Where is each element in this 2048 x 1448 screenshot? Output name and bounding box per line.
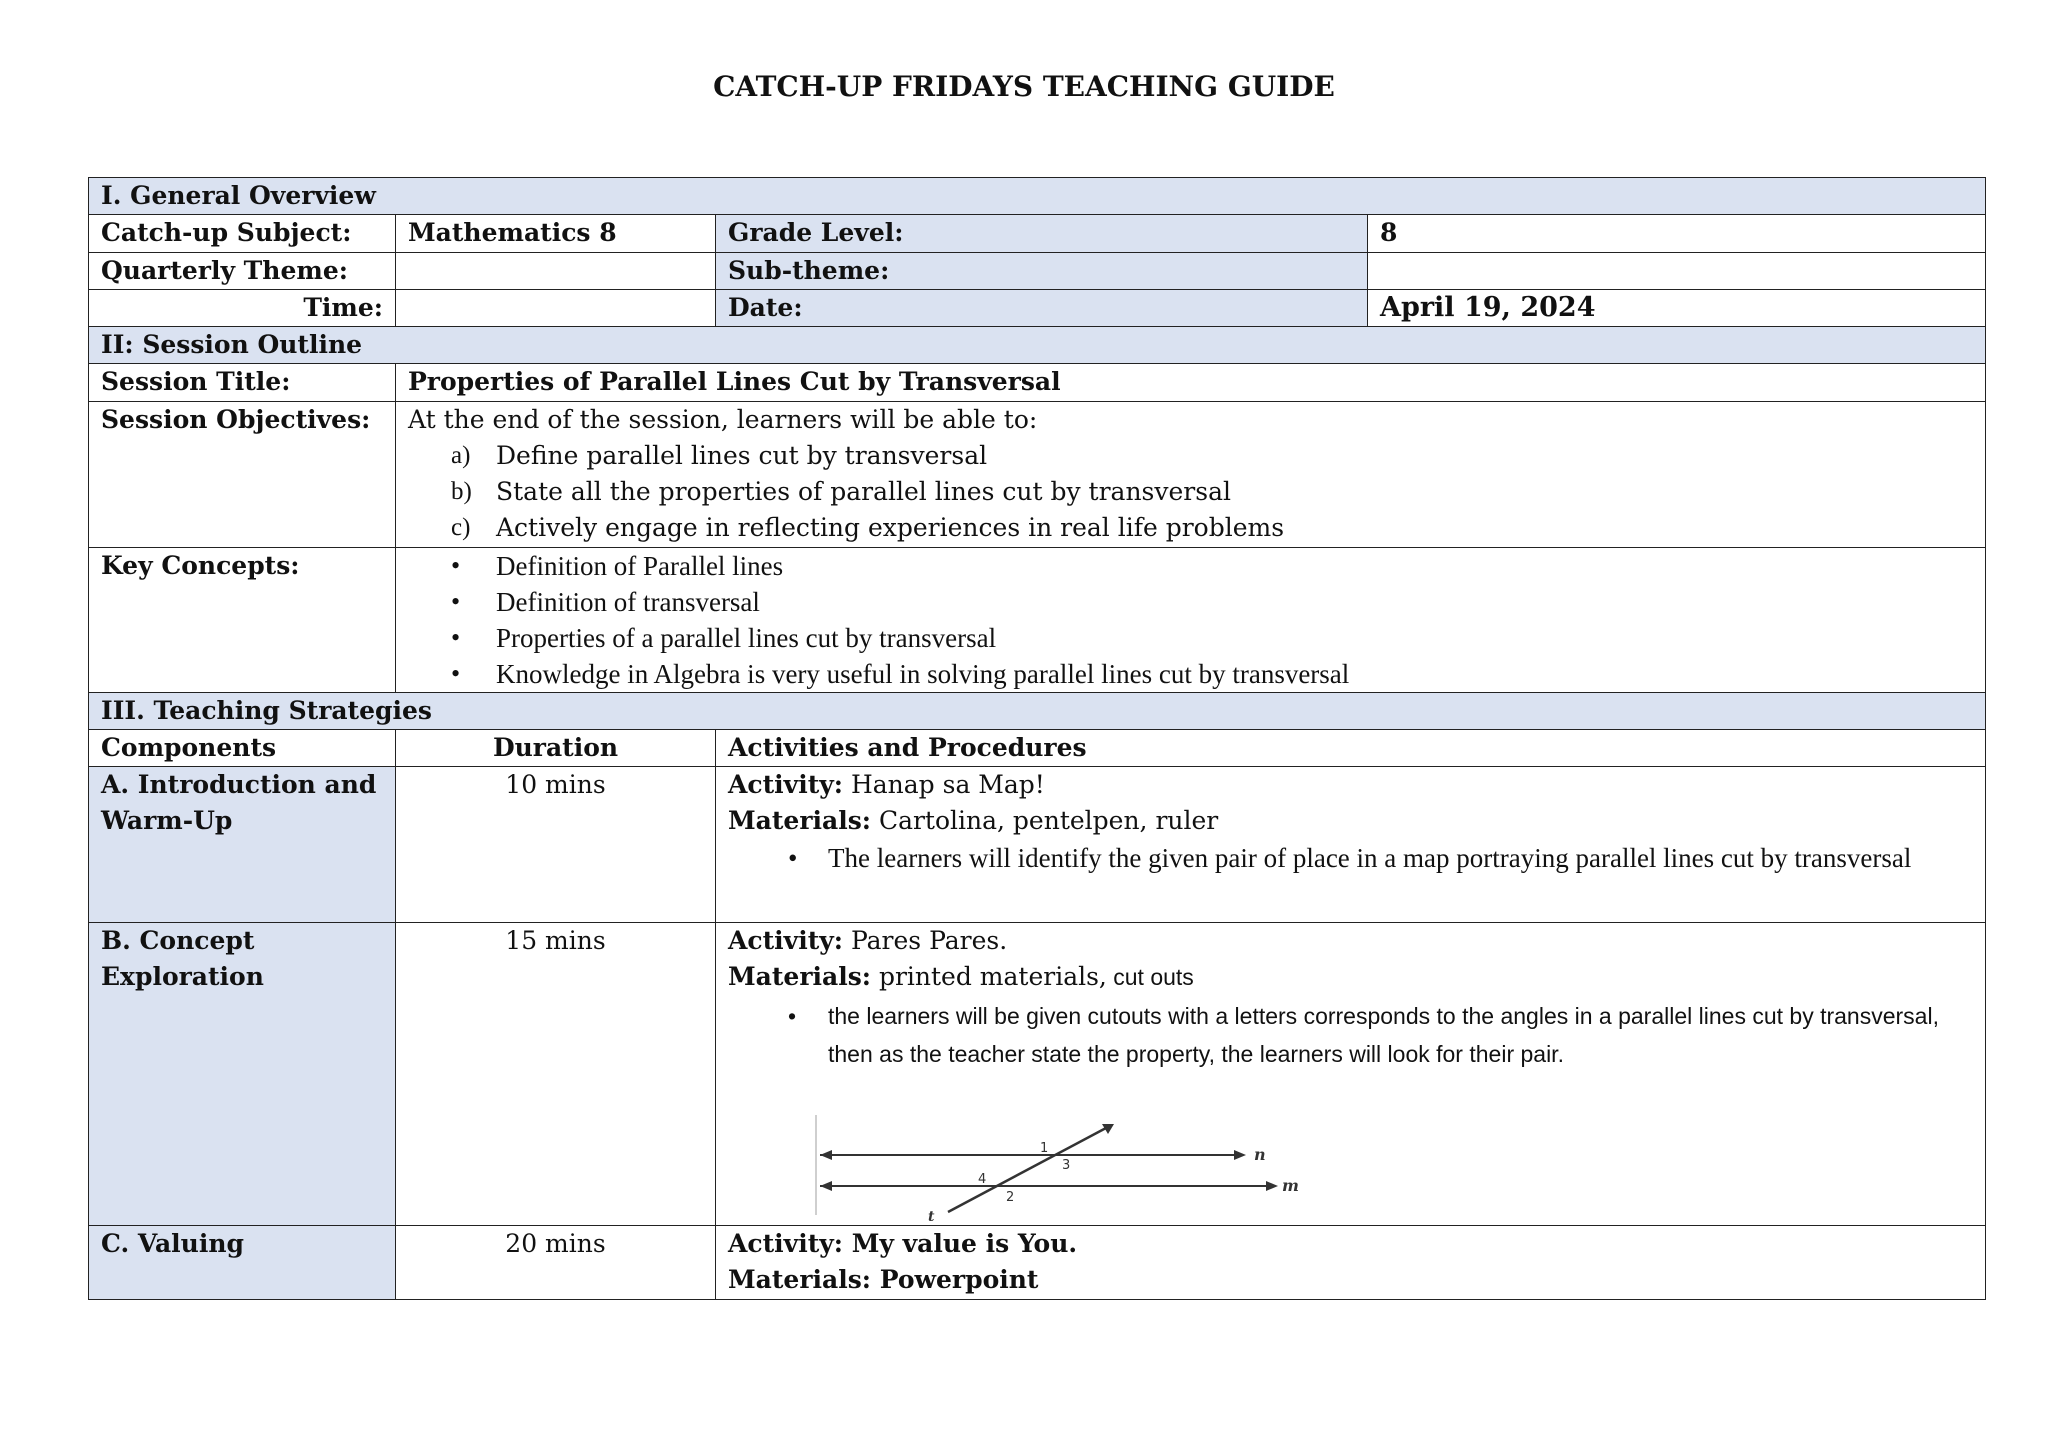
theme-value <box>396 253 716 290</box>
materials-line: Materials: printed materials, cut outs <box>728 962 1194 991</box>
row-session-title <box>89 364 1986 402</box>
transversal-t <box>948 1128 1106 1212</box>
activities-cell <box>716 923 1986 1226</box>
header-activities: Activities and Procedures <box>716 730 1986 767</box>
row-session-objectives <box>89 402 1986 548</box>
duration-cell: 15 mins <box>396 923 716 1226</box>
date-label: Date: <box>716 290 1368 327</box>
theme-label: Quarterly Theme: <box>89 253 396 290</box>
parallel-lines-diagram <box>816 1115 1299 1225</box>
objectives-label: Session Objectives: <box>89 402 396 548</box>
activity-line: Activity: Pares Pares. <box>728 926 1008 955</box>
row-strategy-headers <box>89 730 1986 767</box>
objective-item: c) Actively engage in reflecting experiences in real life problems <box>451 513 1285 542</box>
objectives-intro: At the end of the session, learners will be able to: <box>408 405 1038 434</box>
section-heading: II: Session Outline <box>89 327 1986 364</box>
row-catchup-subject <box>89 215 1986 253</box>
row-time-date <box>89 290 1986 327</box>
materials-line: Materials: Cartolina, pentelpen, ruler <box>728 806 1219 835</box>
arrowhead-n-left <box>820 1150 832 1160</box>
concept-item: • Properties of a parallel lines cut by transversal <box>496 620 1973 656</box>
objectives-list <box>408 438 1973 546</box>
activities-cell <box>716 767 1986 923</box>
session-title-value: Properties of Parallel Lines Cut by Transversal <box>396 364 1986 402</box>
label-n: n <box>1254 1145 1266 1164</box>
grade-value: 8 <box>1368 215 1986 253</box>
objective-item: b) State all the properties of parallel lines cut by transversal <box>451 477 1231 506</box>
teaching-guide-table <box>88 177 1986 1300</box>
subject-value: Mathematics 8 <box>396 215 716 253</box>
component-cell: A. Introduction and Warm-Up <box>89 767 396 923</box>
grade-label: Grade Level: <box>716 215 1368 253</box>
materials-line: Materials: Powerpoint <box>728 1265 1039 1294</box>
label-m: m <box>1282 1176 1299 1195</box>
procedure-item: • The learners will identify the given pair of place in a map portraying parallel lines cut by transversal <box>828 841 1973 875</box>
concept-item: • Definition of transversal <box>496 584 1973 620</box>
concepts-cell <box>396 548 1986 693</box>
concepts-label: Key Concepts: <box>89 548 396 693</box>
subject-label: Catch-up Subject: <box>89 215 396 253</box>
label-t: t <box>928 1209 935 1225</box>
procedure-list <box>728 997 1973 1073</box>
session-title-label: Session Title: <box>89 364 396 402</box>
arrowhead-m-left <box>820 1181 832 1191</box>
objective-item: a) Define parallel lines cut by transversal <box>451 441 988 470</box>
header-components: Components <box>89 730 396 767</box>
activity-line: Activity: Hanap sa Map! <box>728 770 1045 799</box>
component-cell: C. Valuing <box>89 1226 396 1300</box>
component-cell: B. Concept Exploration <box>89 923 396 1226</box>
section-teaching-strategies <box>89 693 1986 730</box>
subtheme-label: Sub-theme: <box>716 253 1368 290</box>
angle-label-3: 3 <box>1062 1158 1071 1173</box>
header-duration: Duration <box>396 730 716 767</box>
row-quarterly-theme <box>89 253 1986 290</box>
duration-cell: 10 mins <box>396 767 716 923</box>
angle-label-1: 1 <box>1040 1141 1049 1156</box>
section-general-overview <box>89 178 1986 215</box>
row-introduction-warmup <box>89 767 1986 923</box>
subtheme-value <box>1368 253 1986 290</box>
activity-line: Activity: My value is You. <box>728 1229 1078 1258</box>
arrowhead-n <box>1234 1150 1246 1160</box>
date-value: April 19, 2024 <box>1368 290 1986 327</box>
time-label: Time: <box>89 290 396 327</box>
concept-item: • Knowledge in Algebra is very useful in solving parallel lines cut by transversal <box>496 656 1973 692</box>
row-valuing <box>89 1226 1986 1300</box>
activities-cell <box>716 1226 1986 1300</box>
concepts-list <box>408 548 1973 692</box>
procedure-item: • the learners will be given cutouts with a letters corresponds to the angles in a parallel lines cut by transversal, then as the teacher state the property, the learners will look for their pair. <box>828 997 1973 1073</box>
concept-item: • Definition of Parallel lines <box>496 548 1973 584</box>
angle-label-2: 2 <box>1006 1190 1015 1205</box>
procedure-list <box>728 841 1973 875</box>
angle-label-4: 4 <box>978 1172 987 1187</box>
time-value <box>396 290 716 327</box>
objectives-cell <box>396 402 1986 548</box>
row-key-concepts <box>89 548 1986 693</box>
section-heading: I. General Overview <box>89 178 1986 215</box>
row-concept-exploration <box>89 923 1986 1226</box>
section-session-outline <box>89 327 1986 364</box>
duration-cell: 20 mins <box>396 1226 716 1300</box>
arrowhead-m <box>1266 1181 1278 1191</box>
page-title: CATCH-UP FRIDAYS TEACHING GUIDE <box>713 70 1335 103</box>
section-heading: III. Teaching Strategies <box>89 693 1986 730</box>
